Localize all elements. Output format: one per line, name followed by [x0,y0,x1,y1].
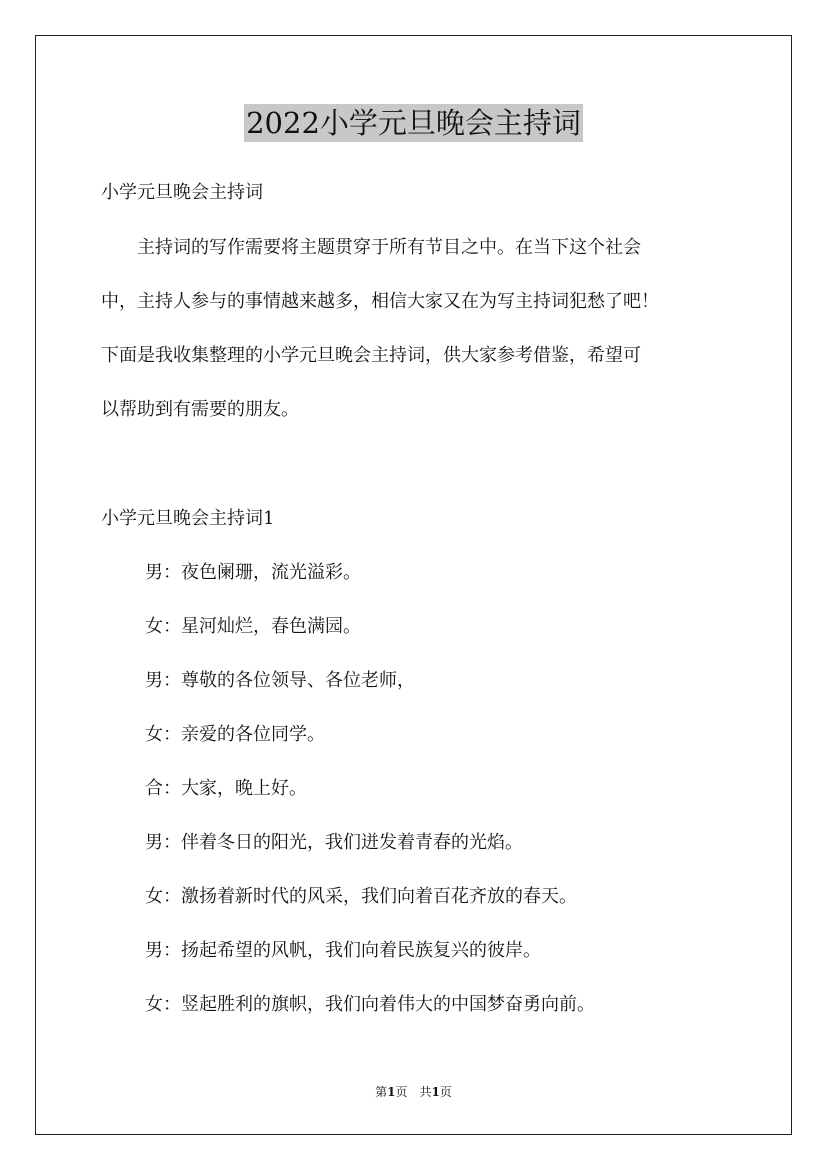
dialogue-line: 男：尊敬的各位领导、各位老师， [145,670,415,691]
footer-mid: 页 共 [395,1085,432,1099]
footer-prefix: 第 [375,1085,388,1099]
dialogue-line: 男：扬起希望的风帆，我们向着民族复兴的彼岸。 [145,940,541,961]
document-title-text: 2022小学元旦晚会主持词 [246,106,581,140]
dialogue-line: 合：大家，晚上好。 [145,778,307,799]
section-heading: 小学元旦晚会主持词1 [101,508,275,529]
dialogue-line: 女：亲爱的各位同学。 [145,724,325,745]
intro-line: 主持词的写作需要将主题贯穿于所有节目之中。在当下这个社会 [101,237,641,258]
footer-page-current: 1 [387,1085,396,1099]
page-footer [0,1084,827,1100]
footer-page-total: 1 [431,1085,440,1099]
dialogue-line: 女：激扬着新时代的风采，我们向着百花齐放的春天。 [145,886,577,907]
dialogue-line: 女：竖起胜利的旗帜，我们向着伟大的中国梦奋勇向前。 [145,994,595,1015]
dialogue-line: 男：伴着冬日的阳光，我们迸发着青春的光焰。 [145,832,523,853]
footer-suffix: 页 [439,1085,452,1099]
intro-line: 中，主持人参与的事情越来越多，相信大家又在为写主持词犯愁了吧！ [101,291,659,312]
dialogue-line: 男：夜色阑珊，流光溢彩。 [145,562,361,583]
intro-line: 以帮助到有需要的朋友。 [101,399,299,420]
dialogue-line: 女：星河灿烂，春色满园。 [145,616,361,637]
intro-line: 下面是我收集整理的小学元旦晚会主持词，供大家参考借鉴，希望可 [101,345,641,366]
document-title [0,104,827,142]
document-subtitle: 小学元旦晚会主持词 [101,182,263,203]
